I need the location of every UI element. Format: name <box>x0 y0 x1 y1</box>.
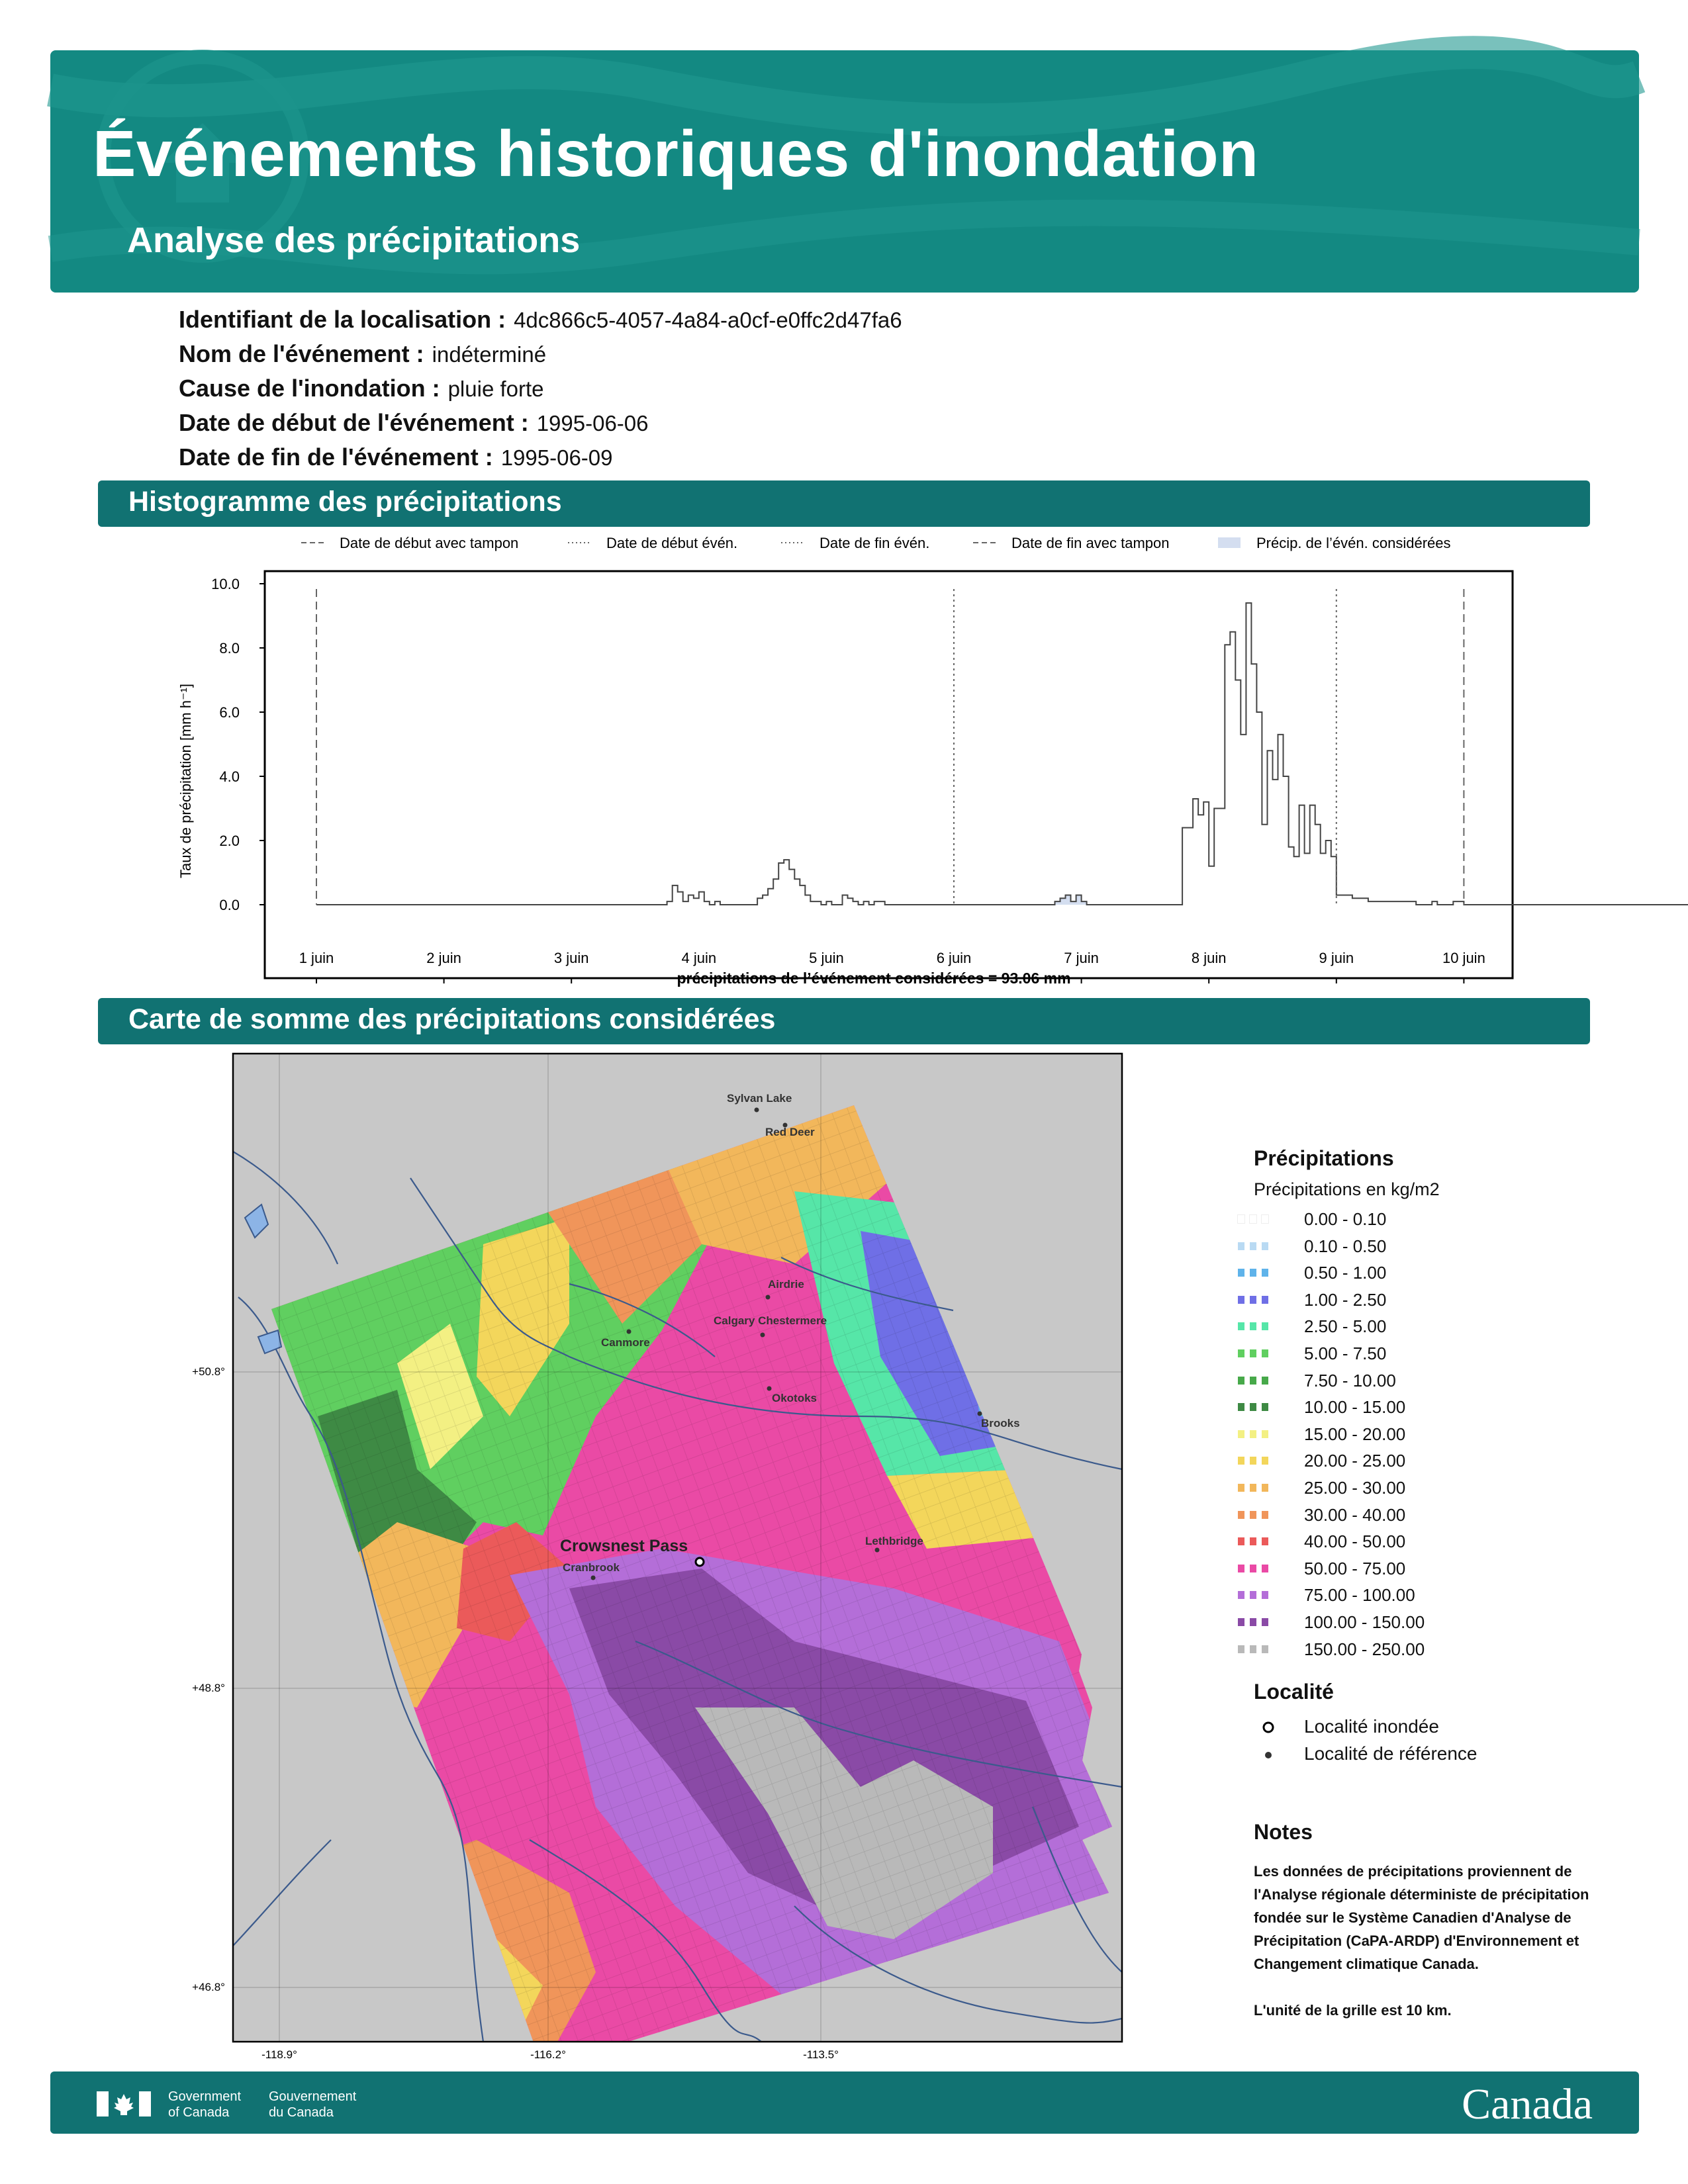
locality-legend-title: Localité <box>1254 1680 1334 1704</box>
notes-text: Les données de précipitations proviennent de l'Analyse régionale déterministe de précipitation fondée sur le Système Canadien d'Analyse de Précipitation (CaPA-ARDP) d'Environnement et Changement climatique Canada. <box>1254 1863 1589 1972</box>
flood-locality-marker-icon <box>1260 1719 1276 1735</box>
x-tick-label: 6 juin <box>936 950 972 966</box>
precip-step-line <box>316 603 1688 905</box>
reference-locality-label: Brooks <box>981 1417 1020 1430</box>
legend-bin-label: 5.00 - 7.50 <box>1304 1343 1387 1363</box>
reference-locality-dot <box>755 1108 759 1113</box>
considered-precip-fill <box>986 895 1113 905</box>
precipitation-histogram <box>0 523 1688 999</box>
reference-locality-label: Sylvan Lake <box>727 1092 792 1105</box>
reference-locality-dot <box>767 1387 772 1391</box>
longitude-label: -113.5° <box>803 2048 839 2061</box>
reference-locality-label: Red Deer <box>765 1126 815 1138</box>
precipitation-sum-map <box>192 1046 1165 2065</box>
y-tick-label: 2.0 <box>219 833 240 849</box>
y-tick-label: 10.0 <box>211 576 240 592</box>
legend-swatch <box>1238 1645 1268 1653</box>
latitude-label: +50.8° <box>192 1365 225 1378</box>
flood-locality-label: Crowsnest Pass <box>560 1537 688 1555</box>
map-section-title: Carte de somme des précipitations considérées <box>128 1003 776 1035</box>
latitude-label: +46.8° <box>192 1981 225 1993</box>
legend-swatch <box>1238 1591 1268 1599</box>
histogram-section-title: Histogramme des précipitations <box>128 486 562 518</box>
page-footer <box>50 2071 1639 2134</box>
legend-swatch <box>1238 1430 1268 1438</box>
page-header <box>50 50 1639 293</box>
longitude-label: -116.2° <box>530 2048 566 2061</box>
reference-locality-label: Localité de référence <box>1304 1743 1477 1764</box>
reference-locality-label: Cranbrook <box>563 1561 620 1574</box>
legend-swatch <box>1238 1349 1268 1357</box>
x-axis-label: précipitations de l’événement considérées = 93.06 mm <box>677 970 1071 987</box>
x-tick-label: 3 juin <box>553 950 589 966</box>
page-subtitle: Analyse des précipitations <box>127 220 581 260</box>
reference-locality-dot <box>761 1333 765 1338</box>
x-tick-label: 10 juin <box>1442 950 1485 966</box>
legend-swatch <box>1238 1322 1268 1330</box>
x-tick-label: 2 juin <box>426 950 461 966</box>
x-tick-label: 7 juin <box>1064 950 1099 966</box>
legend-bin-label: 0.50 - 1.00 <box>1304 1263 1387 1283</box>
legend-swatch <box>1238 1511 1268 1519</box>
x-tick-label: 1 juin <box>299 950 334 966</box>
y-tick-label: 8.0 <box>219 640 240 657</box>
reference-locality-dot <box>591 1576 596 1580</box>
legend-bin-label: 100.00 - 150.00 <box>1304 1612 1425 1632</box>
chart-legend <box>301 535 1451 551</box>
meta-start-date: Date de début de l'événement : 1995-06-06 <box>179 409 649 436</box>
reference-locality-dot <box>978 1412 982 1416</box>
legend-swatch <box>1238 1296 1268 1304</box>
legend-item-label: Date de début avec tampon <box>340 535 519 551</box>
notes-body <box>1254 1860 1605 2022</box>
legend-swatch <box>1238 1242 1268 1250</box>
reference-locality-dot <box>766 1295 771 1300</box>
reference-locality-dot <box>627 1330 632 1334</box>
legend-bin-label: 20.00 - 25.00 <box>1304 1451 1406 1471</box>
legend-bin-label: 30.00 - 40.00 <box>1304 1504 1406 1525</box>
legend-bin-label: 75.00 - 100.00 <box>1304 1585 1415 1606</box>
legend-bin-label: 2.50 - 5.00 <box>1304 1316 1387 1337</box>
legend-swatch <box>1238 1537 1268 1545</box>
gouvernement-du-canada-fr: Gouvernement du Canada <box>269 2089 357 2120</box>
map-section-banner <box>98 998 1590 1044</box>
legend-bin-label: 150.00 - 250.00 <box>1304 1639 1425 1659</box>
page-title: Événements historiques d'inondation <box>93 117 1259 190</box>
legend-swatch <box>1238 1403 1268 1411</box>
legend-bin-label: 40.00 - 50.00 <box>1304 1531 1406 1552</box>
flood-locality-label: Localité inondée <box>1304 1716 1439 1737</box>
y-axis-label: Taux de précipitation [mm h⁻¹] <box>177 683 194 879</box>
legend-item-label: Date de fin avec tampon <box>1011 535 1170 551</box>
legend-bin-label: 0.00 - 0.10 <box>1304 1209 1387 1229</box>
reference-locality-label: Calgary Chestermere <box>714 1314 827 1327</box>
y-tick-label: 0.0 <box>219 897 240 913</box>
canada-flag-icon <box>97 2091 151 2116</box>
reference-locality-label: Canmore <box>601 1336 650 1349</box>
legend-fill-swatch <box>1218 537 1241 548</box>
legend-swatch <box>1238 1565 1268 1572</box>
legend-bin-label: 7.50 - 10.00 <box>1304 1370 1396 1390</box>
y-tick-label: 6.0 <box>219 704 240 721</box>
legend-item-label: Date de fin évén. <box>820 535 930 551</box>
reference-locality-marker-icon <box>1260 1747 1276 1763</box>
meta-flood-cause: Cause de l'inondation : pluie forte <box>179 375 544 402</box>
legend-swatch <box>1238 1377 1268 1385</box>
legend-swatch <box>1238 1269 1268 1277</box>
legend-bin-label: 50.00 - 75.00 <box>1304 1558 1406 1578</box>
legend-subtitle: Précipitations en kg/m2 <box>1254 1179 1440 1199</box>
legend-item-label: Précip. de l’évén. considérées <box>1256 535 1451 551</box>
histogram-section-banner <box>98 480 1590 527</box>
reference-locality-label: Lethbridge <box>865 1535 923 1547</box>
legend-swatch <box>1238 1484 1268 1492</box>
reference-locality-dot <box>875 1548 880 1553</box>
canada-wordmark: Canada <box>1462 2080 1593 2128</box>
longitude-label: -118.9° <box>261 2048 297 2061</box>
x-tick-label: 5 juin <box>809 950 844 966</box>
flood-locality-marker <box>696 1558 704 1566</box>
meta-end-date: Date de fin de l'événement : 1995-06-09 <box>179 443 613 471</box>
legend-bin-label: 1.00 - 2.50 <box>1304 1289 1387 1310</box>
legend-swatch <box>1238 1215 1268 1223</box>
y-tick-label: 4.0 <box>219 768 240 785</box>
legend-bin-label: 15.00 - 20.00 <box>1304 1424 1406 1444</box>
x-tick-label: 4 juin <box>681 950 717 966</box>
x-tick-label: 9 juin <box>1319 950 1354 966</box>
plot-frame <box>265 571 1513 978</box>
meta-event-name: Nom de l'événement : indéterminé <box>179 340 547 367</box>
legend-item-label: Date de début évén. <box>606 535 738 551</box>
legend-bin-label: 10.00 - 15.00 <box>1304 1397 1406 1418</box>
legend-swatch <box>1238 1618 1268 1626</box>
legend-bin-label: 25.00 - 30.00 <box>1304 1478 1406 1498</box>
notes-grid-unit: L'unité de la grille est 10 km. <box>1254 2002 1452 2019</box>
reference-locality-label: Airdrie <box>768 1278 804 1291</box>
meta-location-id: Identifiant de la localisation : 4dc866c5-4057-4a84-a0cf-e0ffc2d47fa6 <box>179 306 902 333</box>
government-of-canada-en: Government of Canada <box>168 2089 242 2120</box>
legend-bin-label: 0.10 - 0.50 <box>1304 1236 1387 1256</box>
latitude-label: +48.8° <box>192 1682 225 1694</box>
x-tick-label: 8 juin <box>1191 950 1227 966</box>
legend-swatch <box>1238 1457 1268 1465</box>
legend-title: Précipitations <box>1254 1146 1394 1170</box>
notes-title: Notes <box>1254 1820 1313 1844</box>
reference-locality-label: Okotoks <box>772 1392 818 1404</box>
